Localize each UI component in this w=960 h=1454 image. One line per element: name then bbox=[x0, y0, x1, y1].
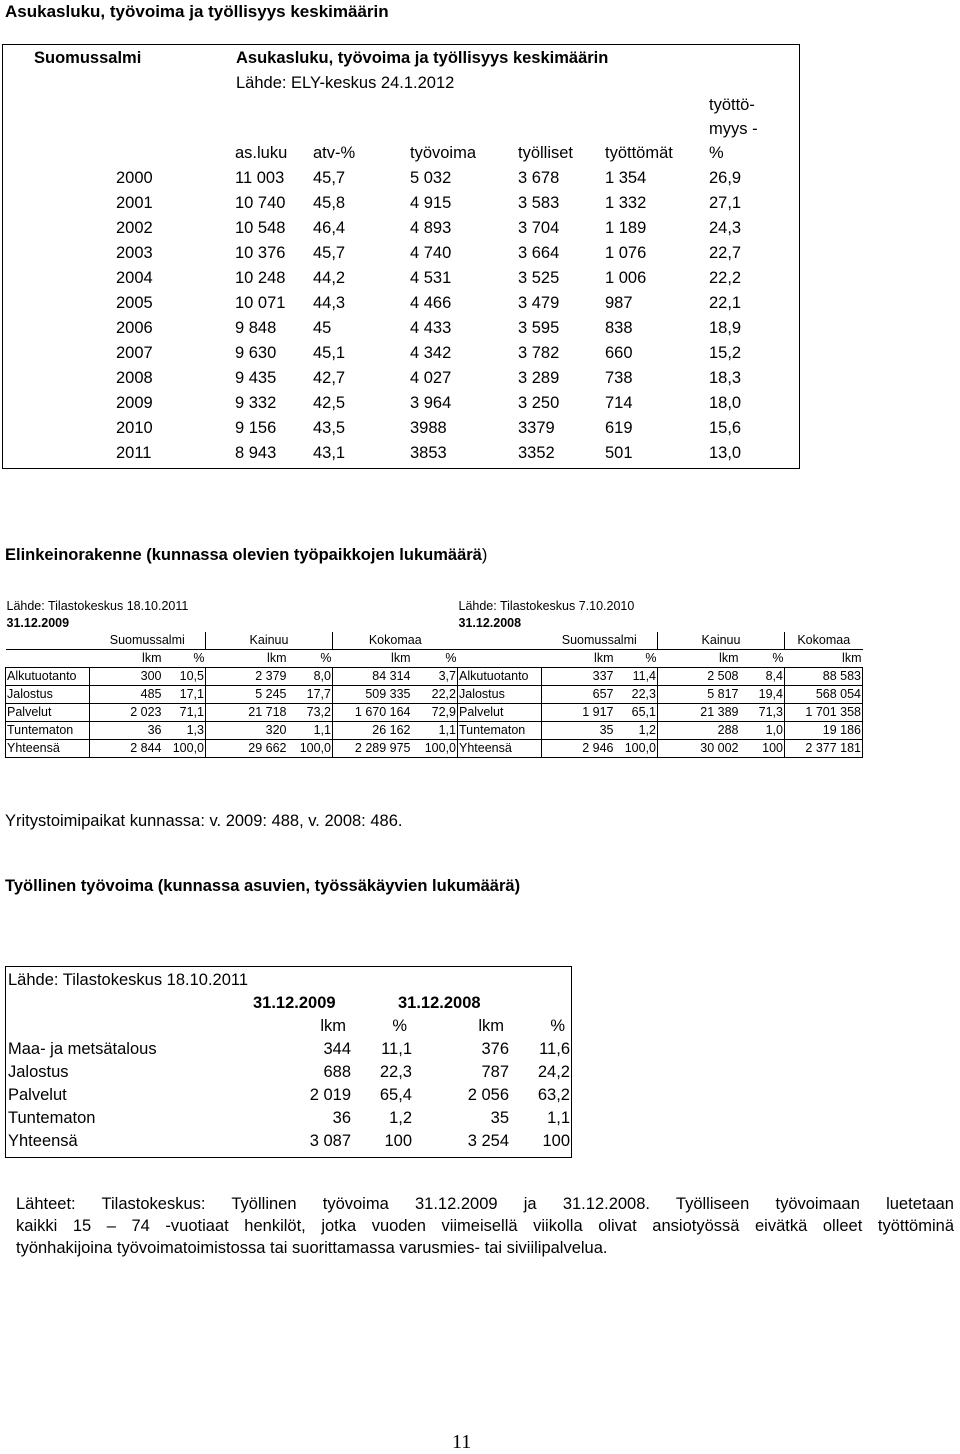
employed-labour-heading: Työllinen työvoima (kunnassa asuvien, työssäkäyvien lukumäärä) bbox=[5, 877, 521, 895]
industry-left-value: 8,0 bbox=[288, 668, 333, 686]
unit-percent: % bbox=[392, 1017, 407, 1035]
value-cell: 10 071 bbox=[235, 294, 286, 312]
right-unit: lkm bbox=[842, 651, 862, 665]
sector-value: 2 056 bbox=[467, 1086, 509, 1104]
value-cell: 1 332 bbox=[605, 194, 647, 212]
value-cell: 10 248 bbox=[235, 269, 286, 287]
year-cell: 2005 bbox=[116, 294, 153, 312]
industry-right-value: 35 bbox=[542, 722, 615, 740]
value-cell: 22,7 bbox=[709, 244, 742, 262]
value-cell: 1 189 bbox=[605, 219, 647, 237]
left-unit: % bbox=[193, 651, 205, 665]
industry-right-value: 19 186 bbox=[785, 722, 863, 740]
header-labour-force: työvoima bbox=[410, 144, 477, 162]
sector-value: 3 087 bbox=[309, 1132, 351, 1150]
employed-labour-row bbox=[5, 1086, 575, 1109]
value-cell: 9 332 bbox=[235, 394, 277, 412]
left-unit: lkm bbox=[391, 651, 411, 665]
value-cell: 3853 bbox=[410, 444, 447, 462]
industry-left-value: 100,0 bbox=[412, 740, 458, 758]
value-cell: 3 525 bbox=[518, 269, 560, 287]
industry-right-label: Jalostus bbox=[458, 686, 542, 704]
value-cell: 45 bbox=[313, 319, 332, 337]
sector-label: Tuntematon bbox=[8, 1109, 96, 1127]
value-cell: 3 678 bbox=[518, 169, 560, 187]
left-region-kokomaa: Kokomaa bbox=[333, 632, 458, 650]
industry-left-value: 17,1 bbox=[163, 686, 206, 704]
value-cell: 3 583 bbox=[518, 194, 560, 212]
industry-left-value: 84 314 bbox=[333, 668, 412, 686]
population-table-title: Asukasluku, työvoima ja työllisyys keskimäärin bbox=[236, 49, 609, 67]
value-cell: 26,9 bbox=[709, 169, 742, 187]
industry-right-source: Lähde: Tilastokeskus 7.10.2010 bbox=[458, 599, 635, 613]
industry-left-value: 22,2 bbox=[412, 686, 458, 704]
value-cell: 4 433 bbox=[410, 319, 452, 337]
sources-footnote: Lähteet: Tilastokeskus: Työllinen työvoima 31.12.2009 ja 31.12.2008. Työlliseen työvoimaan luetetaan kaikki 15 – 74 -vuotiaat henkilöt, jotka vuoden viimeisellä viikolla olivat ansiotyössä eivätkä olleet työttöminä työnhakijoina työvoimatoimistossa tai suorittamassa varusmies- tai siviilipalvelua. bbox=[16, 1195, 954, 1257]
value-cell: 4 342 bbox=[410, 344, 452, 362]
right-unit: % bbox=[772, 651, 784, 665]
population-table-row bbox=[0, 294, 800, 319]
value-cell: 714 bbox=[605, 394, 633, 412]
value-cell: 4 740 bbox=[410, 244, 452, 262]
industry-table-row bbox=[6, 740, 863, 758]
year-cell: 2004 bbox=[116, 269, 153, 287]
population-table-row bbox=[0, 344, 800, 369]
industry-left-value: 509 335 bbox=[333, 686, 412, 704]
left-unit: % bbox=[445, 651, 457, 665]
right-region-kainuu: Kainuu bbox=[658, 632, 785, 650]
value-cell: 1 006 bbox=[605, 269, 647, 287]
industry-left-value: 21 718 bbox=[206, 704, 288, 722]
industry-right-value: 1,0 bbox=[740, 722, 785, 740]
industry-right-value: 100,0 bbox=[615, 740, 658, 758]
header-unemployment-rate-3: % bbox=[709, 144, 724, 162]
industry-right-value: 1,2 bbox=[615, 722, 658, 740]
value-cell: 4 466 bbox=[410, 294, 452, 312]
value-cell: 43,1 bbox=[313, 444, 346, 462]
industry-structure-table bbox=[5, 598, 863, 758]
value-cell: 46,4 bbox=[313, 219, 346, 237]
industry-left-value: 100,0 bbox=[163, 740, 206, 758]
sector-value: 2 019 bbox=[309, 1086, 351, 1104]
sector-value: 787 bbox=[481, 1063, 509, 1081]
industry-right-value: 288 bbox=[658, 722, 740, 740]
industry-left-value: 3,7 bbox=[412, 668, 458, 686]
sector-value: 100 bbox=[542, 1132, 570, 1150]
industry-right-value: 1 701 358 bbox=[785, 704, 863, 722]
year-cell: 2010 bbox=[116, 419, 153, 437]
header-unemployed: työttömät bbox=[605, 144, 673, 162]
industry-right-value: 2 946 bbox=[542, 740, 615, 758]
value-cell: 43,5 bbox=[313, 419, 346, 437]
right-unit: % bbox=[645, 651, 657, 665]
value-cell: 4 531 bbox=[410, 269, 452, 287]
industry-right-label: Tuntematon bbox=[458, 722, 542, 740]
unit-lkm: lkm bbox=[478, 1017, 504, 1035]
employed-labour-units bbox=[0, 1017, 570, 1040]
industry-left-value: 71,1 bbox=[163, 704, 206, 722]
employed-labour-date-2009: 31.12.2009 bbox=[253, 994, 336, 1012]
industry-structure-heading: Elinkeinorakenne (kunnassa olevien työpaikkojen lukumäärä) bbox=[5, 546, 488, 564]
business-locations-note: Yritystoimipaikat kunnassa: v. 2009: 488, v. 2008: 486. bbox=[5, 812, 403, 830]
value-cell: 4 027 bbox=[410, 369, 452, 387]
value-cell: 45,8 bbox=[313, 194, 346, 212]
value-cell: 3379 bbox=[518, 419, 555, 437]
industry-table-row bbox=[6, 704, 863, 722]
industry-left-label: Yhteensä bbox=[6, 740, 90, 758]
value-cell: 10 740 bbox=[235, 194, 286, 212]
sector-value: 688 bbox=[323, 1063, 351, 1081]
industry-left-label: Tuntematon bbox=[6, 722, 90, 740]
value-cell: 3 704 bbox=[518, 219, 560, 237]
industry-right-value: 11,4 bbox=[615, 668, 658, 686]
sector-value: 36 bbox=[332, 1109, 351, 1127]
industry-left-value: 485 bbox=[90, 686, 163, 704]
sector-value: 1,1 bbox=[547, 1109, 570, 1127]
value-cell: 10 376 bbox=[235, 244, 286, 262]
employed-labour-dates bbox=[0, 994, 570, 1017]
industry-right-value: 100 bbox=[740, 740, 785, 758]
value-cell: 42,5 bbox=[313, 394, 346, 412]
value-cell: 3352 bbox=[518, 444, 555, 462]
value-cell: 18,9 bbox=[709, 319, 742, 337]
value-cell: 501 bbox=[605, 444, 633, 462]
sector-label: Yhteensä bbox=[8, 1132, 78, 1150]
industry-left-value: 1 670 164 bbox=[333, 704, 412, 722]
value-cell: 3 289 bbox=[518, 369, 560, 387]
right-region-suomussalmi: Suomussalmi bbox=[542, 632, 658, 650]
industry-right-date: 31.12.2008 bbox=[458, 616, 522, 630]
year-cell: 2001 bbox=[116, 194, 153, 212]
sector-label: Jalostus bbox=[8, 1063, 69, 1081]
value-cell: 3 595 bbox=[518, 319, 560, 337]
year-cell: 2003 bbox=[116, 244, 153, 262]
sector-label: Palvelut bbox=[8, 1086, 67, 1104]
population-table-row bbox=[0, 219, 800, 244]
industry-table-row bbox=[6, 686, 863, 704]
industry-left-value: 26 162 bbox=[333, 722, 412, 740]
industry-right-label: Yhteensä bbox=[458, 740, 542, 758]
value-cell: 42,7 bbox=[313, 369, 346, 387]
year-cell: 2009 bbox=[116, 394, 153, 412]
sector-value: 344 bbox=[323, 1040, 351, 1058]
value-cell: 619 bbox=[605, 419, 633, 437]
sector-value: 63,2 bbox=[537, 1086, 570, 1104]
value-cell: 5 032 bbox=[410, 169, 452, 187]
sector-value: 22,3 bbox=[379, 1063, 412, 1081]
right-unit: lkm bbox=[594, 651, 614, 665]
population-table-row bbox=[0, 244, 800, 269]
industry-right-label: Palvelut bbox=[458, 704, 542, 722]
header-population: as.luku bbox=[235, 144, 288, 162]
value-cell: 3988 bbox=[410, 419, 447, 437]
industry-left-value: 2 379 bbox=[206, 668, 288, 686]
industry-left-source: Lähde: Tilastokeskus 18.10.2011 bbox=[6, 599, 189, 613]
sector-value: 376 bbox=[481, 1040, 509, 1058]
page-heading: Asukasluku, työvoima ja työllisyys keskimäärin bbox=[5, 2, 389, 21]
value-cell: 3 250 bbox=[518, 394, 560, 412]
value-cell: 15,6 bbox=[709, 419, 742, 437]
value-cell: 8 943 bbox=[235, 444, 277, 462]
sector-value: 35 bbox=[490, 1109, 509, 1127]
value-cell: 3 782 bbox=[518, 344, 560, 362]
sector-value: 3 254 bbox=[467, 1132, 509, 1150]
industry-right-value: 568 054 bbox=[785, 686, 863, 704]
sector-value: 65,4 bbox=[379, 1086, 412, 1104]
value-cell: 45,7 bbox=[313, 244, 346, 262]
sector-value: 11,6 bbox=[539, 1040, 570, 1058]
population-table-header bbox=[0, 144, 800, 169]
population-table-row bbox=[0, 319, 800, 344]
industry-table-row bbox=[6, 668, 863, 686]
sector-value: 11,1 bbox=[381, 1040, 412, 1058]
industry-right-label: Alkutuotanto bbox=[458, 668, 542, 686]
industry-right-value: 5 817 bbox=[658, 686, 740, 704]
header-employed: työlliset bbox=[518, 144, 574, 162]
industry-left-value: 2 289 975 bbox=[333, 740, 412, 758]
header-activity-rate: atv-% bbox=[313, 144, 356, 162]
value-cell: 738 bbox=[605, 369, 633, 387]
sector-value: 100 bbox=[384, 1132, 412, 1150]
year-cell: 2008 bbox=[116, 369, 153, 387]
industry-left-value: 1,3 bbox=[163, 722, 206, 740]
industry-right-value: 8,4 bbox=[740, 668, 785, 686]
industry-left-value: 2 023 bbox=[90, 704, 163, 722]
value-cell: 44,3 bbox=[313, 294, 346, 312]
industry-left-value: 300 bbox=[90, 668, 163, 686]
header-unemployment-rate-2: myys - bbox=[709, 120, 758, 138]
header-unemployment-rate-1: työttö- bbox=[709, 96, 755, 114]
industry-right-value: 2 508 bbox=[658, 668, 740, 686]
industry-left-label: Alkutuotanto bbox=[6, 668, 90, 686]
left-unit: lkm bbox=[267, 651, 287, 665]
employed-labour-row bbox=[5, 1063, 575, 1086]
left-unit: lkm bbox=[142, 651, 162, 665]
population-table-row bbox=[0, 444, 800, 469]
industry-right-value: 657 bbox=[542, 686, 615, 704]
employed-labour-source: Lähde: Tilastokeskus 18.10.2011 bbox=[8, 971, 249, 989]
population-table-row bbox=[0, 419, 800, 444]
value-cell: 1 354 bbox=[605, 169, 647, 187]
left-region-suomussalmi: Suomussalmi bbox=[90, 632, 206, 650]
value-cell: 1 076 bbox=[605, 244, 647, 262]
industry-right-value: 337 bbox=[542, 668, 615, 686]
value-cell: 22,2 bbox=[709, 269, 742, 287]
value-cell: 18,3 bbox=[709, 369, 742, 387]
sector-value: 1,2 bbox=[389, 1109, 412, 1127]
industry-right-value: 88 583 bbox=[785, 668, 863, 686]
industry-left-value: 29 662 bbox=[206, 740, 288, 758]
left-region-kainuu: Kainuu bbox=[206, 632, 333, 650]
industry-left-value: 320 bbox=[206, 722, 288, 740]
industry-right-value: 71,3 bbox=[740, 704, 785, 722]
value-cell: 45,1 bbox=[313, 344, 346, 362]
employed-labour-row bbox=[5, 1109, 575, 1132]
right-region-kokomaa: Kokomaa bbox=[785, 632, 863, 650]
value-cell: 4 915 bbox=[410, 194, 452, 212]
industry-left-value: 36 bbox=[90, 722, 163, 740]
year-cell: 2002 bbox=[116, 219, 153, 237]
population-table-row bbox=[0, 369, 800, 394]
value-cell: 3 664 bbox=[518, 244, 560, 262]
value-cell: 13,0 bbox=[709, 444, 742, 462]
industry-left-value: 1,1 bbox=[412, 722, 458, 740]
industry-right-value: 22,3 bbox=[615, 686, 658, 704]
population-table-row bbox=[0, 169, 800, 194]
value-cell: 15,2 bbox=[709, 344, 742, 362]
year-cell: 2007 bbox=[116, 344, 153, 362]
value-cell: 838 bbox=[605, 319, 633, 337]
industry-right-value: 2 377 181 bbox=[785, 740, 863, 758]
value-cell: 9 156 bbox=[235, 419, 277, 437]
industry-left-value: 17,7 bbox=[288, 686, 333, 704]
industry-left-label: Palvelut bbox=[6, 704, 90, 722]
value-cell: 9 848 bbox=[235, 319, 277, 337]
industry-right-value: 30 002 bbox=[658, 740, 740, 758]
population-table-row bbox=[0, 269, 800, 294]
population-table-source: Lähde: ELY-keskus 24.1.2012 bbox=[236, 74, 455, 92]
industry-left-value: 2 844 bbox=[90, 740, 163, 758]
employed-labour-date-2008: 31.12.2008 bbox=[398, 994, 481, 1012]
value-cell: 18,0 bbox=[709, 394, 742, 412]
value-cell: 9 435 bbox=[235, 369, 277, 387]
page-number: 11 bbox=[452, 1431, 472, 1453]
right-unit: lkm bbox=[719, 651, 739, 665]
value-cell: 4 893 bbox=[410, 219, 452, 237]
sector-value: 24,2 bbox=[537, 1063, 570, 1081]
industry-right-value: 65,1 bbox=[615, 704, 658, 722]
value-cell: 44,2 bbox=[313, 269, 346, 287]
value-cell: 10 548 bbox=[235, 219, 286, 237]
value-cell: 3 479 bbox=[518, 294, 560, 312]
industry-right-value: 21 389 bbox=[658, 704, 740, 722]
municipality-label: Suomussalmi bbox=[34, 49, 142, 67]
unit-lkm: lkm bbox=[320, 1017, 346, 1035]
value-cell: 45,7 bbox=[313, 169, 346, 187]
industry-left-value: 10,5 bbox=[163, 668, 206, 686]
population-table-row bbox=[0, 194, 800, 219]
employed-labour-row bbox=[5, 1040, 575, 1063]
industry-left-value: 73,2 bbox=[288, 704, 333, 722]
population-table-row bbox=[0, 394, 800, 419]
sector-label: Maa- ja metsätalous bbox=[8, 1040, 157, 1058]
left-unit: % bbox=[320, 651, 332, 665]
industry-left-value: 100,0 bbox=[288, 740, 333, 758]
value-cell: 11 003 bbox=[235, 169, 285, 187]
value-cell: 987 bbox=[605, 294, 633, 312]
industry-right-value: 19,4 bbox=[740, 686, 785, 704]
industry-left-value: 1,1 bbox=[288, 722, 333, 740]
industry-left-date: 31.12.2009 bbox=[6, 616, 70, 630]
unit-percent: % bbox=[550, 1017, 565, 1035]
industry-left-value: 72,9 bbox=[412, 704, 458, 722]
value-cell: 660 bbox=[605, 344, 633, 362]
year-cell: 2011 bbox=[116, 444, 152, 462]
employed-labour-row bbox=[5, 1132, 575, 1155]
industry-left-value: 5 245 bbox=[206, 686, 288, 704]
value-cell: 3 964 bbox=[410, 394, 452, 412]
industry-right-value: 1 917 bbox=[542, 704, 615, 722]
industry-left-label: Jalostus bbox=[6, 686, 90, 704]
year-cell: 2000 bbox=[116, 169, 153, 187]
year-cell: 2006 bbox=[116, 319, 153, 337]
value-cell: 22,1 bbox=[709, 294, 742, 312]
industry-table-row bbox=[6, 722, 863, 740]
value-cell: 27,1 bbox=[709, 194, 742, 212]
value-cell: 9 630 bbox=[235, 344, 277, 362]
value-cell: 24,3 bbox=[709, 219, 742, 237]
